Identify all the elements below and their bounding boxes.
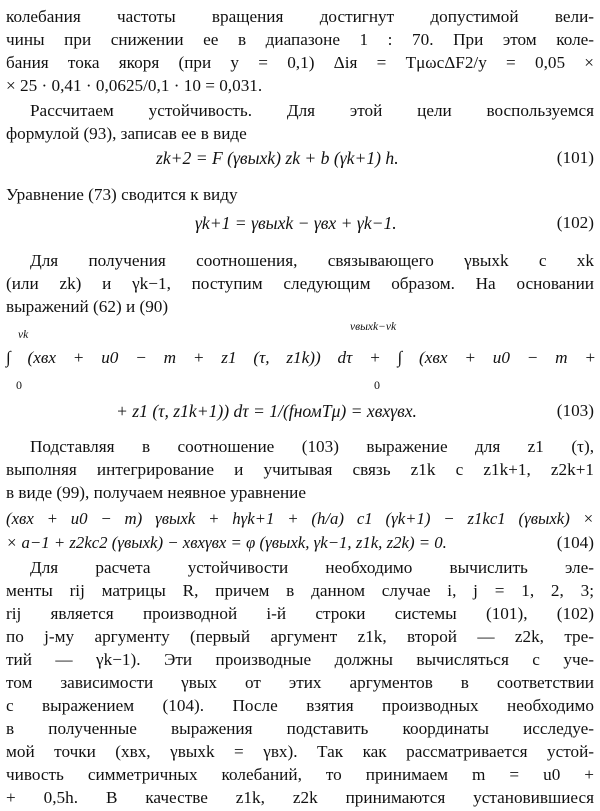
text-line: Для получения соотношения, связывающего γвыхk с xk xyxy=(30,251,594,270)
text-line: × 25 · 0,41 · 0,0625/0,1 · 10 = 0,031. xyxy=(6,76,263,95)
text-line: по j-му аргументу (первый аргумент z1k, второй — z2k, тре- xyxy=(6,627,594,646)
text-line: Подставляя в соотношение (103) выражение для z1 (τ), xyxy=(30,437,594,456)
text-line: тий — γk−1). Эти производные должны вычисляться с уче- xyxy=(6,650,594,669)
text-line: выполняя интегрирование и учитывая связь z1k с z1k+1, z2k+1 xyxy=(6,460,594,479)
text-line: Для расчета устойчивости необходимо вычислить эле- xyxy=(30,558,594,577)
equation-104-line-1: (xвх + u0 − m) γвыхk + hγk+1 + (h/a) c1 (γk+1) − z1kc1 (γвыхk) × xyxy=(6,509,594,528)
equation-102: γk+1 = γвыхk − γвх + γk−1. xyxy=(195,213,397,233)
text-line: выражений (62) и (90) xyxy=(6,297,169,316)
text-line: чины при снижении ее в диапазоне 1 : 70. При этом коле- xyxy=(6,30,594,49)
text-line: (или zk) и γk−1, поступим следующим образом. На основании xyxy=(6,274,594,293)
equation-103-line-2: + z1 (τ, z1k+1)) dτ = 1/(fномTμ) = xвхγвх. xyxy=(116,401,417,421)
text-line: + 0,5h. В качестве z1k, z2k принимаются установившиеся xyxy=(6,788,594,807)
text-line: формулой (93), записав ее в виде xyxy=(6,124,247,143)
text-line: чивость симметричных колебаний, то принимаем m = u0 + xyxy=(6,765,594,784)
text-line: колебания частоты вращения достигнут допустимой вели- xyxy=(6,7,594,26)
integral-upper-limit: νk xyxy=(18,329,29,341)
equation-104-line-2: × a−1 + z2kc2 (γвыхk) − xвхγвх = φ (γвыхk, γk−1, z1k, z2k) = 0. xyxy=(6,533,447,552)
text-line: Рассчитаем устойчивость. Для этой цели воспользуемся xyxy=(30,101,594,120)
text-line: том зависимости γвых от этих аргументов в соответствии xyxy=(6,673,594,692)
text-line: менты rij матрицы R, причем в данном случае i, j = 1, 2, 3; xyxy=(6,581,594,600)
text-line: бания тока якоря (при y = 0,1) Δiя = TμωcΔF2/y = 0,05 × xyxy=(6,53,594,72)
integral-lower-limit: 0 xyxy=(16,378,22,392)
equation-number: (102) xyxy=(556,213,594,232)
equation-103-line-1: ∫ (xвх + u0 − m + z1 (τ, z1k)) dτ + ∫ (xвх + u0 − m + xyxy=(6,348,596,367)
text-line: rij является производной i-й строки системы (101), (102) xyxy=(6,604,594,623)
text-line: Уравнение (73) сводится к виду xyxy=(6,185,238,204)
text-line: в виде (99), получаем неявное уравнение xyxy=(6,483,306,502)
integral-upper-limit: νвыхk−νk xyxy=(350,321,397,333)
integral-lower-limit: 0 xyxy=(374,378,380,392)
equation-101: zk+2 = F (γвыхk) zk + b (γk+1) h. xyxy=(156,148,399,168)
equation-number: (103) xyxy=(556,401,594,420)
text-line: в полученные выражения подставить координаты исследуе- xyxy=(6,719,594,738)
equation-number: (101) xyxy=(556,148,594,167)
equation-number: (104) xyxy=(556,533,594,552)
text-line: с выражением (104). После взятия производных необходимо xyxy=(6,696,594,715)
text-line: мой точки (xвх, γвыхk = γвх). Так как рассматривается устой- xyxy=(6,742,594,761)
